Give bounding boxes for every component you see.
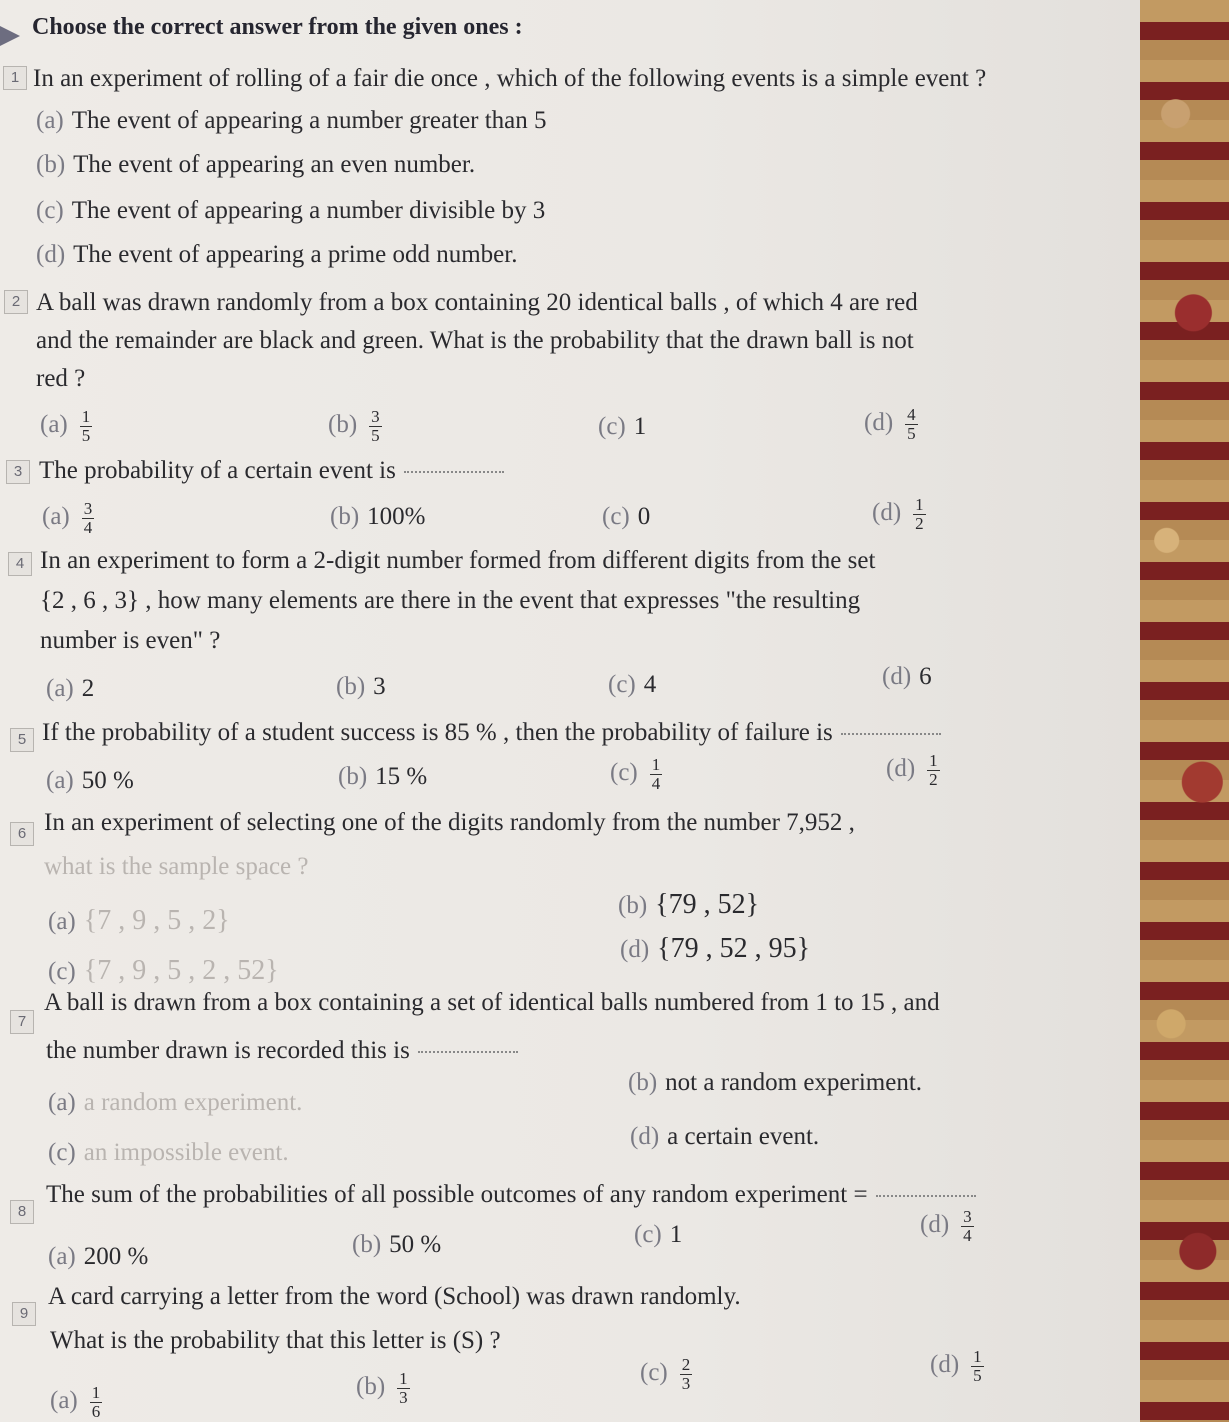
option-c[interactable]: [48, 1138, 289, 1168]
option-label: (c): [36, 197, 64, 224]
fraction: $\frac{1}{3}$: [399, 1369, 408, 1407]
fraction: $\frac{1}{4}$: [651, 755, 661, 793]
option-label: (c): [48, 958, 76, 985]
option-a[interactable]: [42, 500, 94, 537]
fraction: $\frac{3}{4}$: [963, 1207, 972, 1245]
question-stem-line: A ball was drawn randomly from a box containing 20 identical balls , of which 4 are red: [36, 289, 918, 316]
option-label: (b): [352, 1231, 382, 1258]
question-stem: The sum of the probabilities of all possible outcomes of any random experiment =: [46, 1176, 976, 1214]
question-number: 1: [3, 66, 27, 90]
fraction: $\frac{1}{2}$: [929, 751, 938, 789]
option-c[interactable]: [610, 756, 662, 793]
option-label: (d): [620, 936, 650, 963]
option-label: (d): [882, 663, 912, 690]
question-number: 8: [10, 1200, 34, 1224]
option-b[interactable]: [330, 502, 425, 532]
answer-blank[interactable]: [876, 1195, 976, 1197]
option-label: (c): [602, 503, 630, 530]
question-number: 4: [8, 552, 32, 576]
question-stem-line: number is even" ?: [40, 627, 221, 654]
question-stem: The probability of a certain event is: [39, 452, 504, 490]
option-label: (b): [356, 1373, 386, 1401]
option-d[interactable]: [930, 1348, 984, 1385]
option-text: The event of appearing a number divisible by 3: [71, 197, 546, 224]
option-text: 1: [633, 413, 647, 440]
option-label: (a): [48, 1243, 76, 1270]
option-b[interactable]: [352, 1230, 441, 1260]
question-stem: If the probability of a student success is 85 % , then the probability of failure is: [42, 714, 941, 752]
option-label: (d): [872, 499, 902, 527]
option-text: {7 , 9 , 5 , 2 , 52}: [83, 955, 279, 986]
option-label: (d): [630, 1123, 660, 1150]
option-b[interactable]: [36, 150, 475, 180]
option-label: (a): [50, 1387, 78, 1415]
option-label: (a): [48, 908, 76, 935]
option-text: 0: [637, 503, 651, 530]
option-text: 2: [81, 675, 95, 702]
question-number: 3: [6, 460, 30, 484]
option-label: (c): [48, 1139, 76, 1166]
question-stem-line: red ?: [36, 365, 86, 392]
option-a[interactable]: [46, 674, 94, 704]
option-text: The event of appearing a prime odd number.: [73, 241, 518, 268]
option-label: (c): [640, 1359, 668, 1387]
question-stem: In an experiment of rolling of a fair die once , which of the following events is a simple event ?: [33, 65, 987, 92]
option-c[interactable]: [634, 1220, 682, 1250]
question-number: 9: [12, 1302, 36, 1326]
option-d[interactable]: [864, 406, 918, 443]
option-label: (b): [338, 763, 368, 790]
header-arrow-icon: [0, 26, 20, 46]
option-label: (b): [36, 151, 66, 178]
fraction: $\frac{2}{3}$: [681, 1355, 691, 1393]
option-label: (b): [330, 503, 360, 530]
option-d[interactable]: [36, 240, 517, 270]
option-label: (a): [42, 503, 70, 531]
question-stem-line: What is the probability that this letter is (S) ?: [50, 1327, 501, 1354]
option-text: The event of appearing a number greater than 5: [71, 107, 547, 134]
question-stem-line: In an experiment to form a 2-digit number formed from different digits from the set: [40, 547, 876, 574]
option-a[interactable]: [48, 906, 230, 937]
option-text: {7 , 9 , 5 , 2}: [83, 905, 230, 936]
option-text: {79 , 52}: [655, 889, 760, 920]
answer-blank[interactable]: [404, 471, 504, 473]
option-b[interactable]: [336, 672, 386, 702]
section-header: Choose the correct answer from the given ones :: [32, 14, 523, 40]
option-text: 6: [919, 663, 932, 690]
option-d[interactable]: [920, 1208, 974, 1245]
question-stem-line: what is the sample space ?: [44, 853, 309, 880]
option-text: The event of appearing an even number.: [73, 151, 476, 178]
option-label: (b): [328, 411, 358, 439]
question-stem-line: In an experiment of selecting one of the digits randomly from the number 7,952 ,: [44, 809, 855, 836]
option-text: 50 %: [389, 1231, 442, 1258]
option-text: a random experiment.: [83, 1089, 303, 1116]
fraction: $\frac{3}{4}$: [83, 499, 93, 537]
option-b[interactable]: [628, 1068, 922, 1098]
option-c[interactable]: [602, 502, 650, 532]
option-a[interactable]: [46, 766, 134, 796]
option-label: (b): [336, 673, 366, 700]
option-c[interactable]: [36, 196, 545, 226]
option-label: (d): [886, 755, 916, 783]
option-label: (c): [634, 1221, 662, 1248]
option-a[interactable]: [50, 1384, 102, 1421]
option-label: (a): [46, 675, 74, 702]
option-label: (a): [48, 1089, 76, 1116]
option-text: 100%: [367, 503, 426, 530]
option-label: (a): [40, 411, 68, 439]
option-a[interactable]: [48, 1088, 302, 1118]
option-label: (b): [618, 892, 648, 919]
option-c[interactable]: [640, 1356, 692, 1393]
background-fabric: [1140, 0, 1229, 1422]
option-d[interactable]: [620, 934, 810, 965]
option-d[interactable]: [630, 1122, 819, 1152]
option-b[interactable]: [356, 1370, 410, 1407]
option-label: (c): [598, 413, 626, 440]
option-text: {79 , 52 , 95}: [657, 933, 811, 964]
option-label: (d): [930, 1351, 960, 1379]
option-c[interactable]: [48, 956, 279, 987]
question-stem: the number drawn is recorded this is: [46, 1032, 518, 1070]
question-number: 7: [10, 1010, 34, 1034]
option-text: 15 %: [375, 763, 428, 790]
answer-blank[interactable]: [418, 1051, 518, 1053]
option-text: 3: [373, 673, 386, 700]
option-text: an impossible event.: [83, 1139, 289, 1166]
fraction: $\frac{4}{5}$: [907, 405, 916, 443]
option-label: (d): [920, 1211, 950, 1239]
option-label: (c): [608, 671, 636, 698]
option-text: not a random experiment.: [665, 1069, 923, 1096]
option-text: a certain event.: [667, 1123, 820, 1150]
fraction: $\frac{1}{5}$: [973, 1347, 982, 1385]
question-number: 2: [4, 290, 28, 314]
option-c[interactable]: [598, 412, 646, 442]
question-number: 5: [10, 728, 34, 752]
option-text: 50 %: [81, 767, 134, 794]
option-b[interactable]: [338, 762, 427, 792]
option-label: (a): [46, 767, 74, 794]
option-b[interactable]: [328, 408, 382, 445]
fraction: $\frac{1}{2}$: [915, 495, 924, 533]
question-stem-line: A card carrying a letter from the word (School) was drawn randomly.: [48, 1283, 741, 1310]
fraction: $\frac{3}{5}$: [371, 407, 380, 445]
option-label: (c): [610, 759, 638, 787]
option-text: 1: [669, 1221, 683, 1248]
option-label: (d): [864, 409, 894, 437]
question-stem-line: and the remainder are black and green. What is the probability that the drawn ball is not: [36, 327, 914, 354]
question-stem-line: {2 , 6 , 3} , how many elements are there in the event that expresses "the resulting: [40, 587, 861, 614]
question-number: 6: [10, 822, 34, 846]
option-label: (d): [36, 241, 66, 268]
option-a[interactable]: [48, 1242, 148, 1272]
option-d[interactable]: [872, 496, 926, 533]
option-label: (b): [628, 1069, 658, 1096]
option-b[interactable]: [618, 890, 759, 921]
option-text: 4: [643, 671, 657, 698]
option-label: (a): [36, 107, 64, 134]
fraction: $\frac{1}{6}$: [91, 1383, 101, 1421]
fraction: $\frac{1}{5}$: [81, 407, 91, 445]
option-d[interactable]: [886, 752, 940, 789]
option-d[interactable]: [882, 662, 932, 692]
option-text: 200 %: [83, 1243, 149, 1270]
question-stem-line: A ball is drawn from a box containing a set of identical balls numbered from 1 to 15 , and: [44, 989, 940, 1016]
option-c[interactable]: [608, 670, 656, 700]
option-a[interactable]: [36, 106, 547, 136]
answer-blank[interactable]: [841, 733, 941, 735]
option-a[interactable]: [40, 408, 92, 445]
